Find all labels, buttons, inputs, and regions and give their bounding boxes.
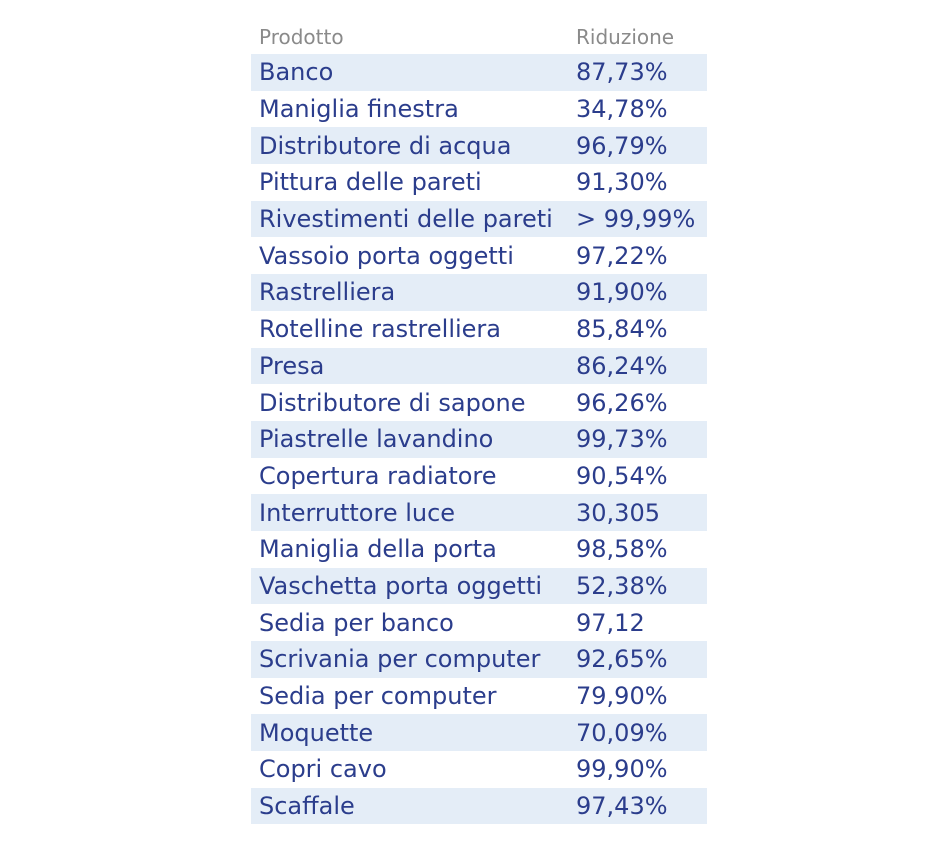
table-row xyxy=(251,788,707,825)
product-cell: Vaschetta porta oggetti xyxy=(259,571,543,600)
reduction-cell: 92,65% xyxy=(576,645,668,674)
table-row xyxy=(251,201,707,238)
reduction-cell: 97,12 xyxy=(576,608,645,637)
product-cell: Sedia per computer xyxy=(259,682,497,711)
table-row xyxy=(251,127,707,164)
reduction-cell: 86,24% xyxy=(576,351,668,380)
reduction-cell: > 99,99% xyxy=(576,205,696,234)
reduction-cell: 91,30% xyxy=(576,168,668,197)
table-row xyxy=(251,568,707,605)
table-row xyxy=(251,421,707,458)
reduction-cell: 96,79% xyxy=(576,131,668,160)
product-cell: Presa xyxy=(259,351,325,380)
header-product: Prodotto xyxy=(259,25,344,49)
product-cell: Distributore di sapone xyxy=(259,388,526,417)
reduction-table xyxy=(251,20,707,824)
product-cell: Interruttore luce xyxy=(259,498,456,527)
product-cell: Rastrelliera xyxy=(259,278,396,307)
product-cell: Distributore di acqua xyxy=(259,131,512,160)
table-row xyxy=(251,641,707,678)
table-row xyxy=(251,531,707,568)
reduction-cell: 98,58% xyxy=(576,535,668,564)
reduction-cell: 99,73% xyxy=(576,425,668,454)
reduction-cell: 91,90% xyxy=(576,278,668,307)
reduction-cell: 87,73% xyxy=(576,58,668,87)
product-cell: Vassoio porta oggetti xyxy=(259,241,514,270)
table-row xyxy=(251,714,707,751)
reduction-cell: 30,305 xyxy=(576,498,660,527)
table-row xyxy=(251,678,707,715)
table-row xyxy=(251,91,707,128)
product-cell: Sedia per banco xyxy=(259,608,454,637)
table-row xyxy=(251,458,707,495)
table-row xyxy=(251,751,707,788)
product-cell: Rotelline rastrelliera xyxy=(259,315,502,344)
reduction-cell: 34,78% xyxy=(576,95,668,124)
product-cell: Scrivania per computer xyxy=(259,645,541,674)
product-cell: Banco xyxy=(259,58,334,87)
table-row xyxy=(251,164,707,201)
table-row xyxy=(251,348,707,385)
product-cell: Scaffale xyxy=(259,792,355,821)
product-cell: Rivestimenti delle pareti xyxy=(259,205,553,234)
product-cell: Maniglia della porta xyxy=(259,535,497,564)
reduction-cell: 97,43% xyxy=(576,792,668,821)
product-cell: Maniglia finestra xyxy=(259,95,459,124)
reduction-cell: 70,09% xyxy=(576,718,668,747)
product-cell: Piastrelle lavandino xyxy=(259,425,494,454)
header-reduction: Riduzione xyxy=(576,25,675,49)
reduction-cell: 99,90% xyxy=(576,755,668,784)
reduction-cell: 52,38% xyxy=(576,571,668,600)
reduction-cell: 85,84% xyxy=(576,315,668,344)
table-row xyxy=(251,494,707,531)
product-cell: Copri cavo xyxy=(259,755,387,784)
product-cell: Pittura delle pareti xyxy=(259,168,482,197)
table-row xyxy=(251,274,707,311)
reduction-cell: 90,54% xyxy=(576,461,668,490)
table-row xyxy=(251,54,707,91)
reduction-cell: 97,22% xyxy=(576,241,668,270)
table-row xyxy=(251,237,707,274)
table-row xyxy=(251,604,707,641)
table-row xyxy=(251,384,707,421)
reduction-cell: 96,26% xyxy=(576,388,668,417)
table-header xyxy=(251,20,707,54)
product-cell: Moquette xyxy=(259,718,374,747)
reduction-cell: 79,90% xyxy=(576,682,668,711)
table-row xyxy=(251,311,707,348)
product-cell: Copertura radiatore xyxy=(259,461,497,490)
table-body xyxy=(251,54,707,824)
